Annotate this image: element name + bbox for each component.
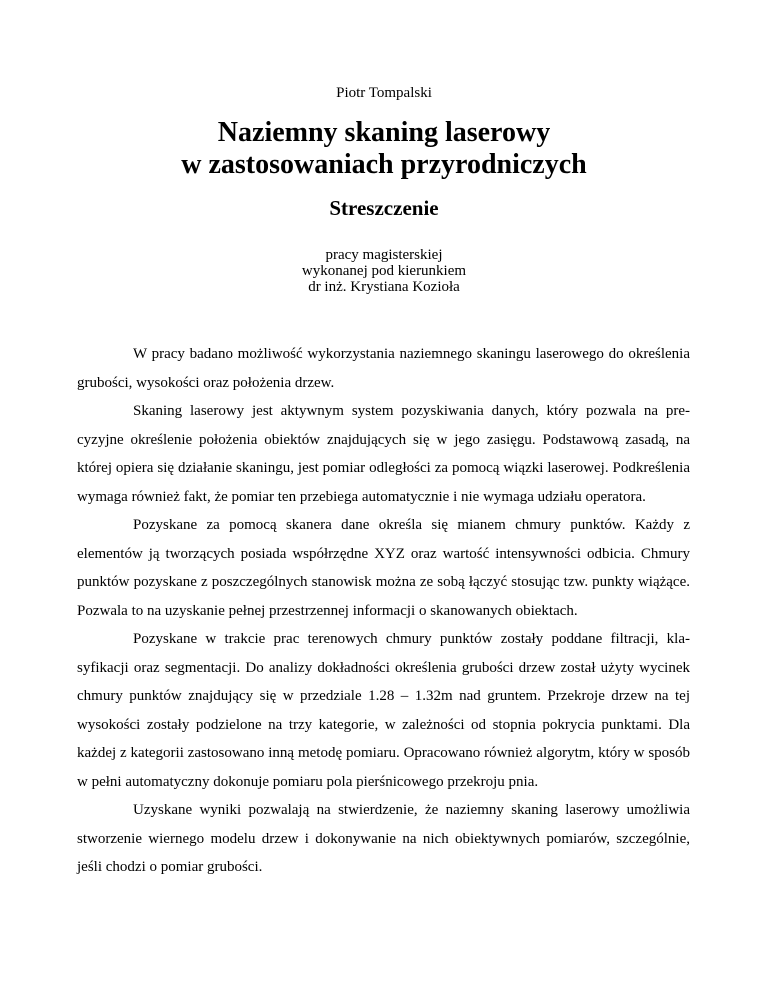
thesis-info-line-3: dr inż. Krystiana Kozioła [308, 279, 460, 295]
paragraph: Uzyskane wyniki pozwalają na stwierdzenie, że naziemny skaning laserowy umożliwia stworzenie wiernego modelu drzew i dokonywanie na nich obiektywnych pomiarów, szczególnie, jeśli chodzi o pomiar grubości. [77, 802, 690, 875]
paragraph: Pozyskane w trakcie prac terenowych chmury punktów zostały poddane filtracji, klasyfikacji oraz segmentacji. Do analizy dokładności określenia grubości drzew został użyty wycinek chmury punktów znajdujący się w przedziale 1.28 – 1.32m nad gruntem. Przekroje drzew na tej wysokości zostały podzielone na trzy kategorie, w zależności od stopnia pokrycia punktami. Dla każdej z kategorii zastosowano inną metodę pomiaru. Opracowano również algorytm, który w sposób w pełni automatyczny dokonuje pomiaru pola pierśnicowego przekroju pnia. [77, 631, 690, 790]
title-line-1: Naziemny skaning laserowy [217, 117, 551, 148]
document-title [0, 117, 768, 181]
paragraph: Skaning laserowy jest aktywnym system pozyskiwania danych, który pozwala na precyzyjne określenie położenia obiektów znajdujących się w jego zasięgu. Podstawową zasadą, na której opiera się działanie skaningu, jest pomiar odległości za pomocą wiązki laserowej. Podkreślenia wymaga również fakt, że pomiar ten przebiega automatycznie i nie wymaga udziału operatora. [77, 403, 690, 505]
section-heading: Streszczenie [329, 196, 439, 220]
paragraph: W pracy badano możliwość wykorzystania naziemnego skaningu laserowego do określenia grubości, wysokości oraz położenia drzew. [77, 346, 690, 391]
thesis-info [0, 247, 768, 295]
thesis-info-line-2: wykonanej pod kierunkiem [301, 263, 467, 279]
paragraph: Pozyskane za pomocą skanera dane określa się mianem chmury punktów. Każdy z elementów ją tworzących posiada współrzędne XYZ oraz wartość intensywności odbicia. Chmury punktów pozyskane z poszczególnych stanowisk można ze sobą łączyć stosując tzw. punkty wiążące. Pozwala to na uzyskanie pełnej przestrzennej informacji o skanowanych obiektach. [77, 517, 690, 619]
abstract-body [77, 340, 690, 882]
author-name: Piotr Tompalski [336, 85, 432, 101]
title-line-2: w zastosowaniach przyrodniczych [181, 149, 587, 180]
thesis-info-line-1: pracy magisterskiej [325, 247, 443, 263]
